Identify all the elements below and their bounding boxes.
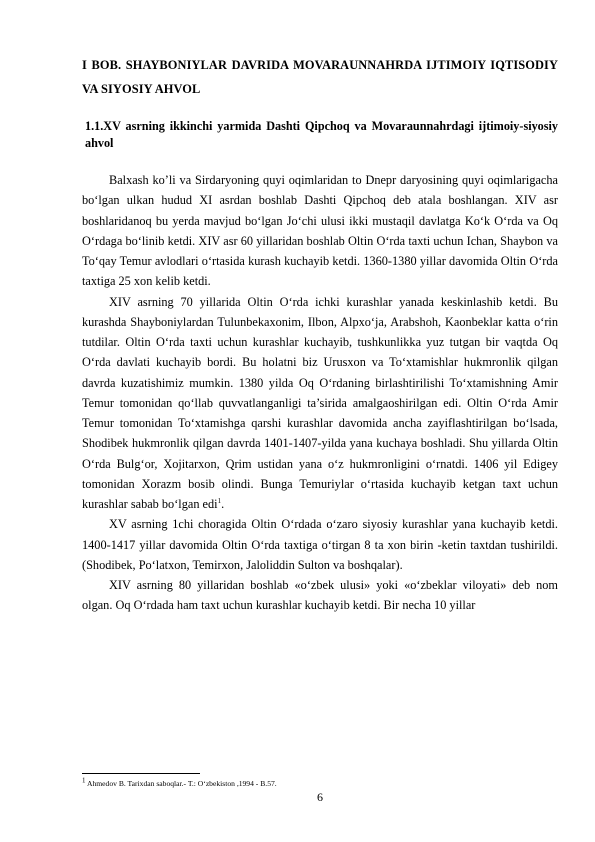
body-text	[82, 170, 558, 616]
chapter-title: I BOB. SHAYBONIYLAR DAVRIDA MOVARAUNNAHRDA IJTIMOIY IQTISODIY VA SIYOSIY AHVOL	[82, 58, 558, 96]
paragraph: XV asrning 1chi choragida Oltin O‘rdada o‘zaro siyosiy kurashlar yana kuchayib ketdi. 1400-1417 yillar davomida Oltin O‘rda taxtiga o‘tirgan 8 ta xon birin -ketin taxtdan tushirildi. (Shodibek, Po‘latxon, Temirxon, Jaloliddin Sulton va boshqalar).	[82, 517, 558, 572]
footnote-text: Ahmedov B. Tarixdan saboqlar.- T.: O‘zbekiston ,1994 - B.57.	[85, 779, 277, 788]
section-title: 1.1.XV asrning ikkinchi yarmida Dashti Qipchoq va Movaraunnahrdagi ijtimoiy-siyosiy ahvol	[85, 119, 558, 150]
page-number: 6	[317, 790, 323, 804]
footnote-number: 1	[82, 776, 86, 785]
paragraph: XIV asrning 70 yillarida Oltin O‘rda ichki kurashlar yanada keskinlashib ketdi. Bu kurashda Shayboniylardan Tulunbekaxonim, Ilbon, Alpxo‘ja, Arabshoh, Kaonbeklar katta o‘rin tutdilar. Oltin O‘rda taxti uchun kurashlar kuchayib, tushkunlikka yuz tutgan bir vaqtda Oq O‘rda davlati kuchayib bordi. Bu holatni biz Urusxon va To‘xtamishlar hukmronlik qilgan davrda kuzatishimiz mumkin. 1380 yilda Oq O‘rdaning birlashtirilishi To‘xtamishning Amir Temur tomonidan qo‘llab quvvatlanganligi ta’sirida amalgaoshirilgan edi. Oltin O‘rda Amir Temur tomonidan To‘xtamishga qarshi kurashlar davomida ancha zayiflashtirilgan bo‘lsada, Shodibek hukmronlik qilgan davrda 1401-1407-yilda yana kuchaya boshladi. Shu yillarda Oltin O‘rda Bulg‘or, Xojitarxon, Qrim ustidan yana o‘z hukmronligini o‘rnatdi. 1406 yil Edigey tomonidan Xorazm bosib olindi. Bunga Temuriylar o‘rtasida kuchayib ketgan taxt uchun kurashlar sabab bo‘lgan edi$^1$.	[82, 294, 558, 511]
footnote	[82, 776, 558, 789]
paragraph: XIV asrning 80 yillaridan boshlab «o‘zbek ulusi» yoki «o‘zbeklar viloyati» deb nom olgan. Oq O‘rdada ham taxt uchun kurashlar kuchayib ketdi. Bir necha 10 yillar	[82, 578, 558, 613]
paragraph-text: XIV asrning 70 yillarida Oltin O‘rda ichki kurashlar yanada keskinlashib ketdi. Bu kurashda Shayboniylardan Tulunbekaxonim, Ilbon, Alpxo‘ja, Arabshoh, Kaonbeklar katta o‘rin tutdilar. Oltin O‘rda taxti uchun kurashlar kuchayib, tushkunlikka yuz tutgan bir vaqtda Oq O‘rda davlati kuchayib bordi. Bu holatni biz Urusxon va To‘xtamishlar hukmronlik qilgan davrda kuzatishimiz mumkin. 1380 yilda Oq O‘rdaning birlashtirilishi To‘xtamishning Amir Temur tomonidan qo‘llab quvvatlanganligi ta’sirida amalgaoshirilgan edi. Oltin O‘rda Amir Temur tomonidan To‘xtamishga qarshi kurashlar davomida ancha zayiflashtirilgan bo‘lsada, Shodibek hukmronlik qilgan davrda 1401-1407-yilda yana kuchaya boshladi. Shu yillarda Oltin O‘rda Bulg‘or, Xojitarxon, Qrim ustidan yana o‘z hukmronligini o‘rnatdi. 1406 yil Edigey tomonidan Xorazm bosib olindi. Bunga Temuriylar o‘rtasida kuchayib ketgan taxt uchun kurashlar sabab bo‘lgan edi	[82, 294, 558, 511]
paragraph: Balxash ko’li va Sirdaryoning quyi oqimlaridan to Dnepr daryosining quyi oqimlarigacha bo‘lgan ulkan hudud XI asrdan boshlab Dashti Qipchoq deb atala boshlangan. XIV asr boshlaridanoq bu yerda mavjud bo‘lgan Jo‘chi ulusi ikki mustaqil davlatga Ko‘k O‘rda va Oq O‘rdaga bo‘linib ketdi. XIV asr 60 yillaridan boshlab Oltin O‘rda taxti uchun Ichan, Shaybon va To‘qay Temur avlodlari o‘rtasida kurash kuchayib ketdi. 1360-1380 yillar davomida Oltin O‘rda taxtiga 25 xon kelib ketdi.	[82, 173, 558, 289]
footnote-marker[interactable]: 1	[217, 496, 222, 505]
footnote-divider	[82, 773, 200, 774]
